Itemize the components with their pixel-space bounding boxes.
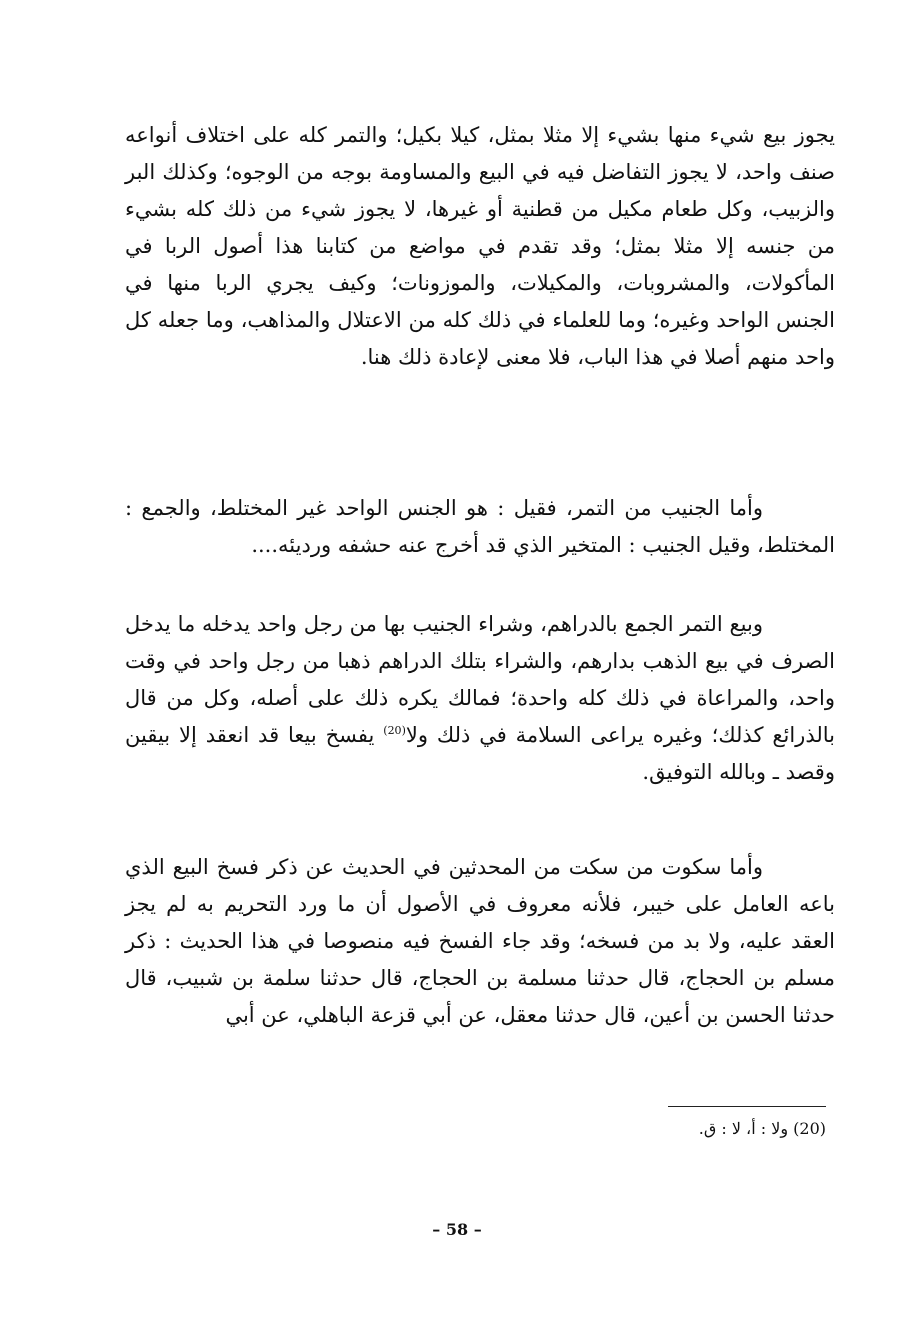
paragraph-text: وأما سكوت من سكت من المحدثين في الحديث عن ذكر فسخ البيع الذي باعه العامل على خيبر، فلأنه معروف في الأصول أن ما ورد التحريم به لم يجز العقد عليه، ولا بد من فسخه؛ وقد جاء الفسخ فيه منصوصا في هذا الحديث : ذكر مسلم بن الحجاج، قال حدثنا مسلمة بن الحجاج، قال حدثنا سلمة بن شبيب، قال حدثنا الحسن بن أعين، قال حدثنا معقل، عن أبي قزعة الباهلي، عن أبي	[125, 855, 835, 1027]
footnote	[560, 1117, 826, 1141]
paragraph-4	[125, 849, 835, 1034]
paragraph-1	[125, 117, 835, 376]
paragraph-2	[125, 490, 835, 564]
footnote-text: ولا : أ، لا : ق.	[698, 1119, 789, 1138]
page-number: – 58 –	[432, 1220, 482, 1239]
paragraph-text-after: يفسخ بيعا قد انعقد إلا بيقين وقصد ـ وبالله التوفيق.	[125, 723, 835, 784]
footnote-separator	[668, 1106, 826, 1107]
footnote-number: (20)	[793, 1119, 826, 1138]
paragraph-3	[125, 606, 835, 791]
paragraph-text: وأما الجنيب من التمر، فقيل : هو الجنس الواحد غير المختلط، والجمع : المختلط، وقيل الجنيب : المتخير الذي قد أخرج عنه حشفه ورديئه....	[125, 496, 835, 557]
paragraph-text: يجوز بيع شيء منها بشيء إلا مثلا بمثل، كيلا بكيل؛ والتمر كله على اختلاف أنواعه صنف واحد، لا يجوز التفاضل فيه في البيع والمساومة بوجه من الوجوه؛ وكذلك البر والزبيب، وكل طعام مكيل من قطنية أو غيرها، لا يجوز شيء من ذلك كله بشيء من جنسه إلا مثلا بمثل؛ وقد تقدم في مواضع من كتابنا هذا أصول الربا في المأكولات، والمشروبات، والمكيلات، والموزونات؛ وكيف يجري الربا منها في الجنس الواحد وغيره؛ وما للعلماء في ذلك كله من الاعتلال والمذاهب، وما جعله كل واحد منهم أصلا في هذا الباب، فلا معنى لإعادة ذلك هنا.	[125, 123, 835, 369]
footnote-reference: (20)	[383, 724, 406, 737]
paragraph-text-before: وبيع التمر الجمع بالدراهم، وشراء الجنيب بها من رجل واحد يدخله ما يدخل الصرف في بيع الذهب بدارهم، والشراء بتلك الدراهم ذهبا من رجل واحد في وقت واحد، والمراعاة في ذلك كله واحدة؛ فمالك يكره ذلك على أصله، وكل من قال بالذرائع كذلك؛ وغيره يراعى السلامة في ذلك ولا	[125, 612, 835, 747]
